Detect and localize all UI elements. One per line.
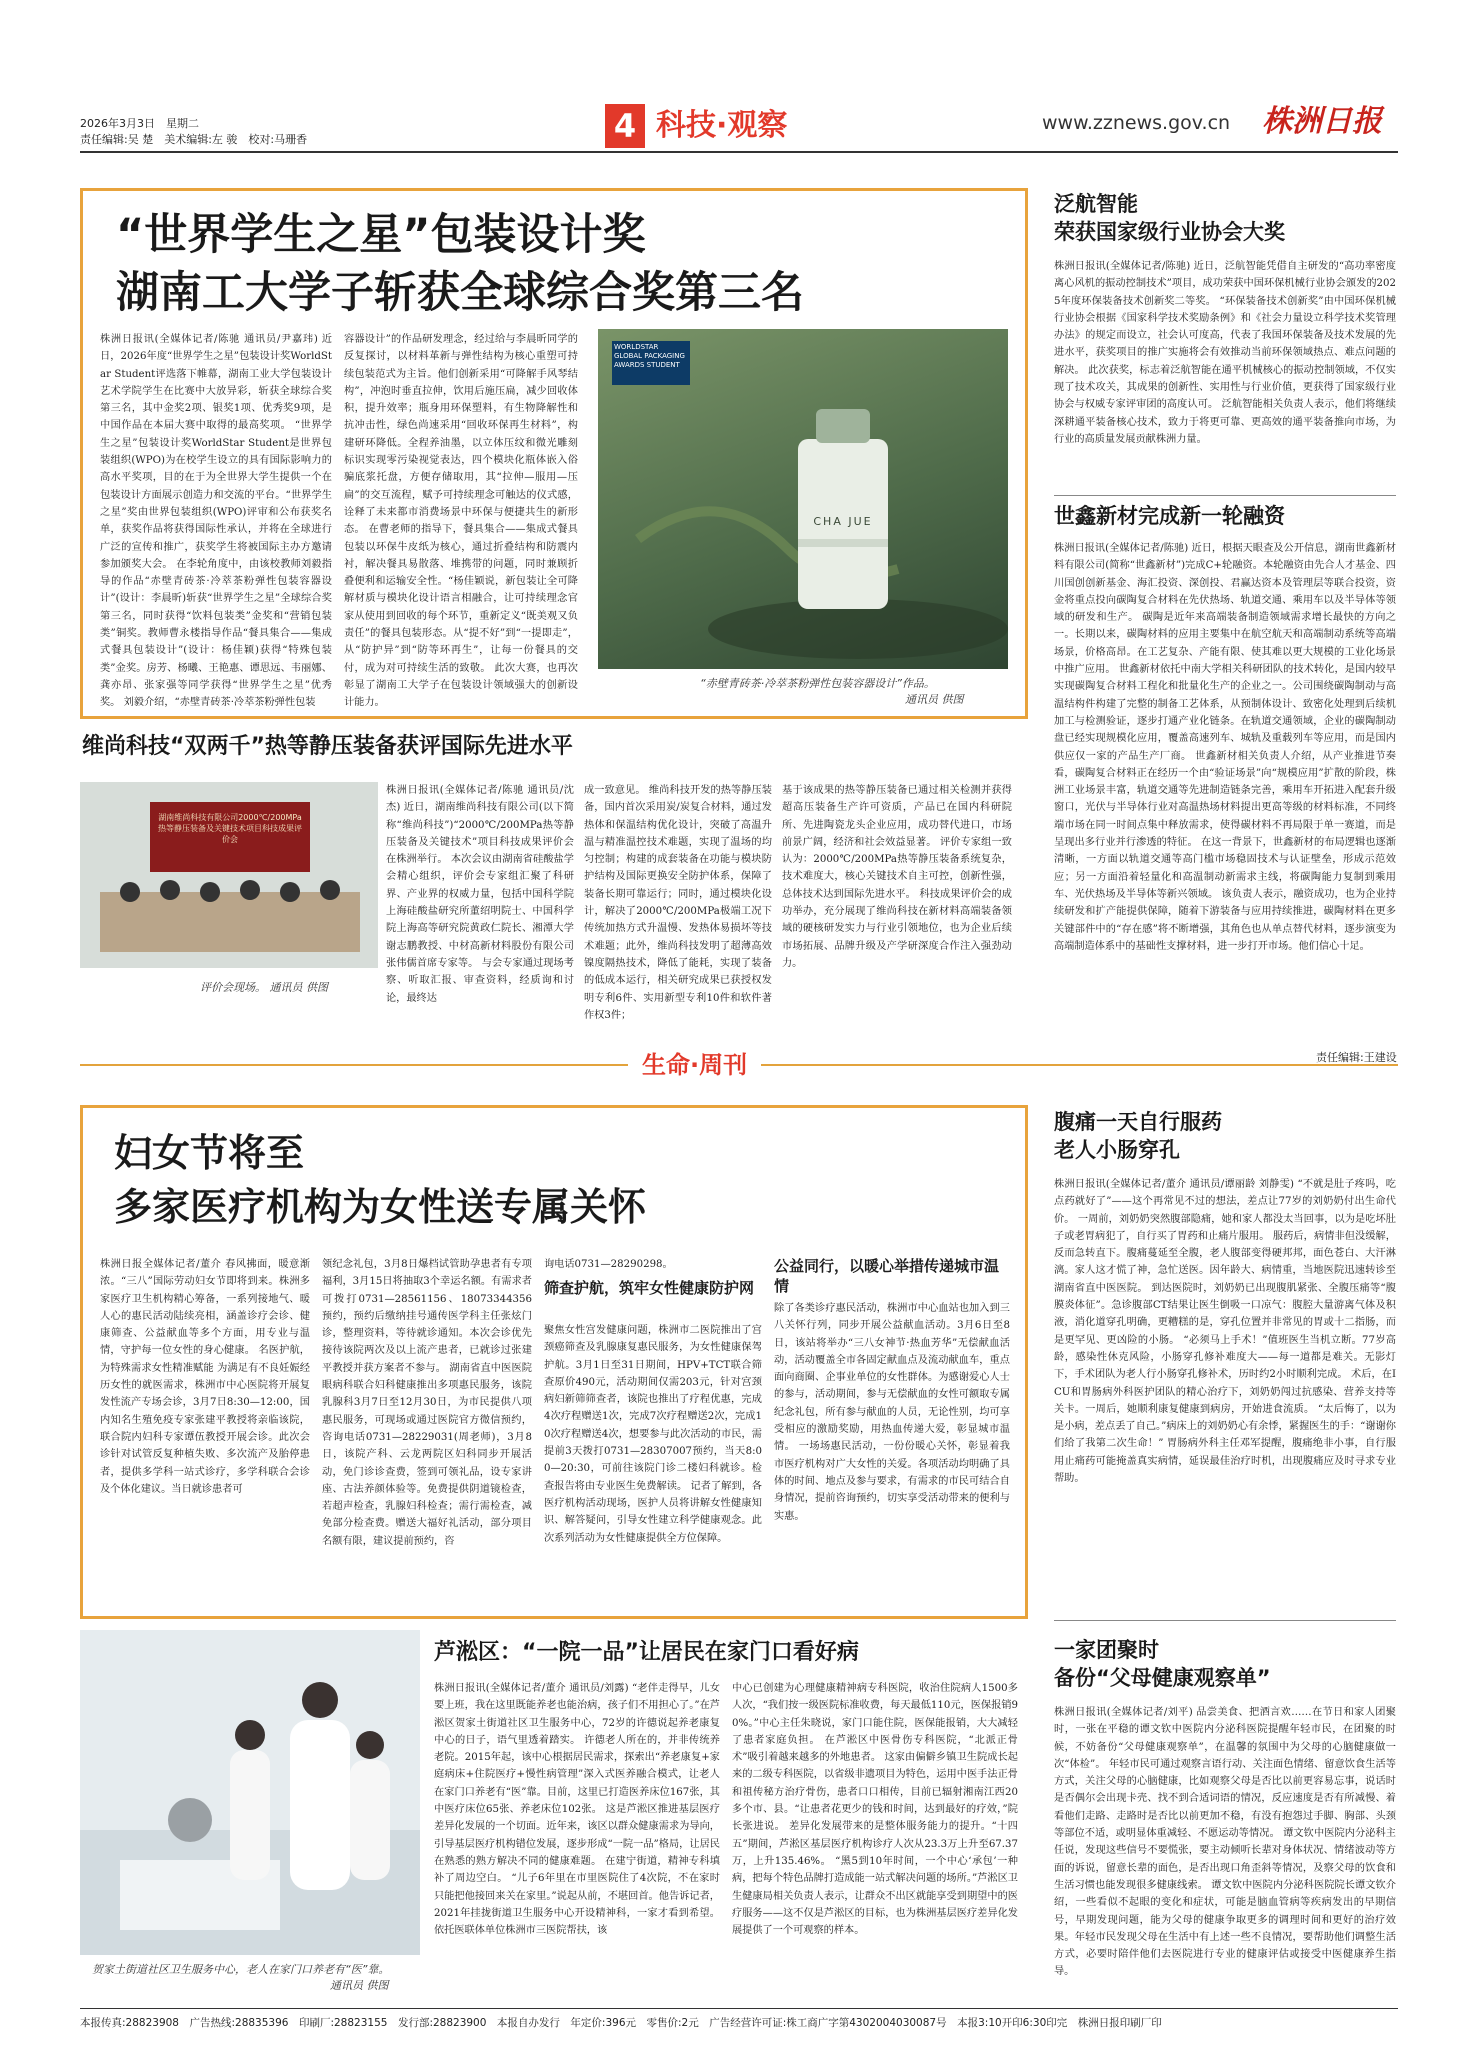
meeting-room-illustration bbox=[80, 782, 378, 968]
page-number: 4 bbox=[605, 104, 645, 148]
bottle-label: CHA JUE bbox=[813, 515, 873, 528]
article-body-col: 容器设计”的作品研发理念，经过给与李晨昕同学的反复探讨，以材料革新与弹性结构为核心重塑可持续包装范式为主旨。他们创新采用“可降解手风琴结构”，冲泡时垂直拉伸，饮用后施压扁，减少回收体积，提升效率；瓶身用环保塑料，有生物降解性和抗冲击性，绿色尚速采用“回收环保再生材料”，构建研环降低。全程养油墨，以立体压纹和微光雕刻标识实现零污染视觉表达，四个模块化瓶体嵌入俗骗底浆托盘，方便存储取用，其“拉伸—服用—压扁”的交互流程，赋予可持续理念可触达的仪式感，诠释了未来都市消费场景中环保与便捷共生的新形态。 在曹老师的指导下，餐具集合——集成式餐具包装以环保牛皮纸为核心，通过折叠结构和防震内衬，解决餐具易散落、堆携带的问题，同时兼顾折叠便利和运输安全性。“杨佳颖说，新包装让全可降解材质与模块化设计语言相融合，让可持续理念官家从使用到回收的每个环节，重新定义“既美观又负责任”的餐具包装形态。从“提不好”到“一提即走”，从“防护异”到“防等环再生”，让每一份餐具的交付，成为对可持续生活的致敬。 此次大赛，也再次彰显了湖南工大学子在包装设计领域强大的创新设计能力。 bbox=[344, 334, 578, 709]
sidebar-headline-2: 荣获国家级行业协会大奖 bbox=[1054, 220, 1285, 244]
sidebar-headline: 世鑫新材完成新一轮融资 bbox=[1054, 504, 1285, 528]
article-headline: 芦淞区：“一院一品”让居民在家门口看好病 bbox=[434, 1640, 859, 1665]
sidebar-body: 株洲日报讯(全媒体记者/陈驰) 近日，根据天眼查及公开信息，湖南世鑫新材料有限公司(简称“世鑫新材”)完成C+轮融资。本轮融资由先合人才基金、四川国创创新基金、海汇投资、深创投、君赢达资本及管理层等联合投资，资金将重点投向碳陶复合材料在先伏热场、轨道交通、乘用车以及半导体等领域的研发和生产。 碳陶是近年来高端装备制造领域需求增长最快的方向之一。长期以来，碳陶材料的应用主要集中在航空航天和高端制动系统等高端场景，价格高昂。在工艺复杂、产能有限、使其难以更大规模的工业化场景中推广应用。 世鑫新材依托中南大学相关科研团队的技术转化，是国内较早实现碳陶复合材料工程化和批量化生产的企业之一。公司围绕碳陶制动与高温结构件构建了完整的制备工艺体系，从预制体设计、致密化处理到后续机加工与检测验证，逐步打通产业化链条。在轨道交通领域，企业的碳陶制动盘已经实现规模化应用，覆盖高速列车、城轨及重载列车等应用，而是国内供应仅一家的产品生产厂商。 世鑫新材相关负责人介绍，从产业推进节奏看，碳陶复合材料正在经历一个由“验证场景”向“规模应用”扩散的阶段，株洲工业场景丰富，轨道交通等先进制造链条完善，乘用车开拓进入配套升级窗口，光伏与半导体行业对高温热场材料提出更高等级的材料标准，不同终端市场在同一时间点集中释放需求，使得碳材料不再局限于单一赛道，而是呈现出多行业并行渗透的特征。 在这一背景下，世鑫新材的布局逻辑也逐渐清晰，一方面以轨道交通等高门槛市场稳固技术与认证壁垒，形成示范效应；另一方面沿着轻量化和高温制动新需求主线，将碳陶能力复制到乘用车、光伏热场及半导体等新兴领域。 该负责人表示，融资成功，也为企业持续研发和扩产能提供保障，随着下游装备与应用持续推进，碳陶材料在更多关键部件中的“存在感”将不断增强，其角色也从单点替代材料，逐步演变为高端制造体系中的基础性支撑材料，进一步打开市场。他们信心十足。 bbox=[1054, 543, 1396, 952]
section-label: 生命·周刊 bbox=[628, 1048, 761, 1082]
section-editor: 责任编辑:王建设 bbox=[1316, 1051, 1397, 1064]
article-body-col: 除了各类诊疗惠民活动，株洲市中心血站也加入到三八关怀行列，同步开展公益献血活动。3月6日至8日，该站将举办“三八女神节·热血芳华”无偿献血活动，活动覆盖全市各固定献血点及流动献血车，重点面向商圈、企事业单位的女性群体。为感谢爱心人士的参与，活动期间，参与无偿献血的女性可额取专属纪念礼包，所有参与献血的人员，无论性别，均可享受相应的激励奖励，用热血传递大爱，彰显城市温情。 一场场惠民活动，一份份暖心关怀，彰显着我市医疗机构对广大女性的关爱。各项活动均明确了具体的时间、地点及参与要求，有需求的市民可结合自身情况，提前咨询预约，切实享受活动带来的便利与实惠。 bbox=[774, 1303, 1010, 1522]
article-body-col: 中心已创建为心理健康精神病专科医院，收治住院病人1500多人次，“我们按一级医院标准收费，每天最低110元，医保报销90%。”中心主任朱晓说，家门口能住院，医保能报销，大大减轻了患者家庭负担。 在芦淞区中医骨伤专科医院，“北派正骨术”吸引着越来越多的外地患者。 这家由偏僻乡镇卫生院成长起来的二级专科医院，以省级非遗项目为特色，运用中医手法正骨和祖传秘方治疗骨伤，患者口口相传，目前已辐射湘南江西20多个市、县。“让患者花更少的钱和时间，达到最好的疗效，”院长张进说。 差异化发展带来的是整体服务能力的提升。“十四五”期间，芦淞区基层医疗机构诊疗人次从23.3万上升至67.37万，上升135.46%。 “黑5到10年时间，一个中心‘承包’一种病，把每个特色品牌打造成能一站式解决问题的场所。”芦淞区卫生健康局相关负责人表示，让群众不出区就能享受到期望中的医疗服务——这不仅是芦淞区的目标，也为株洲基层医疗差异化发展提供了一个可观察的样本。 bbox=[732, 1683, 1018, 1937]
footer-info: 本报传真:28823908 广告热线:28835396 印刷厂:28823155 发行部:28823900 本报自办发行 年定价:396元 零售价:2元 广告经营许可证:株工商广字第4302004030087号 本报3:10开印6:30印完 株洲日报印刷厂印 bbox=[80, 2017, 1162, 2029]
award-badge: WORLDSTAR GLOBAL PACKAGING AWARDS STUDENT bbox=[612, 341, 690, 385]
article-body-col: 领纪念礼包，3月8日爆档试管助孕患者有专项福利，3月15日将抽取3个幸运名额。有需求者可拨打0731—28561156、18073344356预约，预约后缴纳挂号通传医学科主任张炫门诊，整理资料，等待就诊通知。本次会诊优先接待该院两次及以上流产患者，已就诊过张建平教授并获方案者不参与。 湖南省直中医医院眼病科联合妇科健康推出多项惠民服务，该院乳腺科3月7日至12月30日，为市民提供八项惠民服务，可现场或通过医院官方微信预约，咨询电话0731—28229031(周老师)，3月8日，该院产科、云龙两院区妇科同步开展活动，免门诊诊查费，签到可领礼品，设专家讲座、古法养颜体验等。免费提供阴道镜检查，若超声检查，乳腺妇科检查；需行需检查，减免部分检查费。赠送大福好礼活动，部分项目名额有限，建议提前预约，咨 bbox=[322, 1259, 532, 1547]
photo-credit: 通讯员 供图 bbox=[905, 693, 964, 706]
meeting-photo bbox=[80, 782, 378, 968]
photo-caption: 贺家土街道社区卫生服务中心，老人在家门口养老有“医”靠。 bbox=[92, 1963, 390, 1976]
header-rule bbox=[80, 151, 1398, 153]
article-subheading: 筛查护航，筑牢女性健康防护网 bbox=[544, 1279, 755, 1297]
headline-line-2: 湖南工大学子斩获全球综合奖第三名 bbox=[116, 268, 804, 318]
sidebar-body: 株洲日报讯(全媒体记者/董介 通讯员/谭丽龄 刘静雯) “不就是肚子疼吗，吃点药就好了”——这个再常见不过的想法，差点让77岁的刘奶奶付出生命代价。 一周前，刘奶奶突然腹部隐痛，她和家人都没太当回事，以为是吃坏肚子或老胃病犯了，自行买了胃药和止痛片服用。 服药后，病情非但没缓解，反而急转直下。腹痛蔓延至全腹，老人腹部变得硬邦邦，面色苍白、大汗淋漓。家人这才慌了神，急忙送医。因年龄大、病情重，当地医院迅速转诊至湖南省直中医医院。 到达医院时，刘奶奶已出现腹肌紧张、全腹压痛等“腹膜炎体征”。急诊腹部CT结果让医生倒吸一口凉气：腹腔大量游离气体及积液，消化道穿孔明确，更糟糕的是，穿孔位置并非常见的胃或十二指肠，而是更罕见、更凶险的小肠。 “必须马上手术！”值班医生当机立断。77岁高龄，感染性休克风险，小肠穿孔修补难度大——每一道都是难关。无影灯下，手术团队为老人行小肠穿孔修补术，历时约2小时顺利完成。 术后，在ICU和胃肠病外科医护团队的精心治疗下，刘奶奶闯过抗感染、营养支持等关卡。一周后，她顺利康复健康到病房，开始进食流质。 “太后悔了，以为是小病，差点丢了自己。”病床上的刘奶奶心有余悸，紧握医生的手：“谢谢你们给了我第二次生命！” 胃肠病外科主任邓军提醒，腹痛绝非小事，自行服用止痛药可能掩盖真实病情，延误最佳治疗时机，出现腹痛应及时寻求专业帮助。 bbox=[1054, 1179, 1396, 1485]
product-photo bbox=[598, 329, 1008, 669]
sidebar-body: 株洲日报讯(全媒体记者/陈驰) 近日，泛航智能凭借自主研发的“高功率密度离心风机的振动控制技术”项目，成功荣获中国环保机械行业协会颁发的2025年度环保装备技术创新奖二等奖。 “环保装备技术创新奖”由中国环保机械行业协会根据《国家科学技术奖励条例》和《社会力量设立科学技术奖管理办法》的规定而设立，社会认可度高，代表了我国环保装备及技术发展的先进水平，获奖项目的推广实施将会有效推动当前环保领域热点、难点问题的解决。 此次获奖，标志着泛航智能在通平机械核心的振动控制领域，不仅实现了技术攻关，其成果的创新性、实用性与行业价值，更获得了国家级行业协会与权威专家评审团的高度认可。 泛航智能相关负责人表示，他们将继续深耕通平装备核心技术，致力于将更可靠、更高效的通平装备推向市场，为行业的高质量发展贡献株洲力量。 bbox=[1054, 261, 1396, 445]
footer-rule bbox=[80, 2008, 1398, 2009]
headline-line-1: “世界学生之星”包装设计奖 bbox=[116, 210, 646, 260]
clinic-photo bbox=[80, 1630, 420, 1955]
masthead-logo: 株洲日报 bbox=[1262, 104, 1382, 139]
headline-line-2: 多家医疗机构为女性送专属关怀 bbox=[114, 1185, 647, 1229]
sidebar-headline-1: 腹痛一天自行服药 bbox=[1054, 1110, 1222, 1134]
doctors-with-patient-illustration bbox=[80, 1630, 420, 1955]
article-body-col: 聚焦女性宫发健康问题，株洲市二医院推出了宫颈癌筛查及乳腺康复惠民服务，为女性健康保驾护航。3月1日至31日期间，HPV+TCT联合筛查原价490元，活动期间仅需203元，针对宫颈病妇新筛筛查者，该院也推出了疗程优惠，完成4次疗程赠送1次，完成7次疗程赠送2次，完成10次疗程赠送4次，想要参与此次活动的市民，需提前3天拨打0731—28307007预约，当天8:00—20:30，可前往该院门诊二楼妇科就诊。检查报告将由专业医生免费解读。 记者了解到，各医疗机构活动现场，医护人员将讲解女性健康知识、解答疑问，引导女性建立科学健康观念。此次系列活动为女性健康提供全方位保障。 bbox=[544, 1325, 762, 1544]
article-body-col: 株洲日报全媒体记者/董介 春风拂面，暖意渐浓。“三八”国际劳动妇女节即将到来。株洲多家医疗卫生机构精心筹备，一系列接地气、暖人心的惠民活动陆续亮相，涵盖诊疗会诊、健康筛查、公益献血等多个方面，用专业与温情，守护每一位女性的身心健康。 名医护航，为特殊需求女性精准赋能 为满足有不良妊娠经历女性的就医需求，株洲市中心医院将开展复发性流产专场会诊，3月7日8:30—12:00，国内知名生殖免疫专家张建平教授将亲临该院，联合院内妇科专家谭伍教授开展会诊。此次会诊针对试管反复种植失败、多次流产及胎停患者，提供多学科一站式诊疗，多学科联合会诊及个体化建议。当日就诊患者可 bbox=[100, 1259, 310, 1495]
issue-date: 2026年3月3日 星期二 bbox=[80, 117, 199, 130]
site-url: www.zznews.gov.cn bbox=[1042, 112, 1231, 134]
sidebar-headline-2: 老人小肠穿孔 bbox=[1054, 1138, 1180, 1162]
screen-text: 湖南维尚科技有限公司2000℃/200MPa热等静压装备及关键技术项目科技成果评价会 bbox=[158, 813, 302, 844]
sidebar-divider bbox=[1054, 495, 1396, 496]
sidebar-divider bbox=[1054, 1620, 1396, 1621]
sidebar-headline-1: 一家团聚时 bbox=[1054, 1638, 1159, 1662]
headline-line-1: 妇女节将至 bbox=[114, 1131, 305, 1175]
article-body-col: 基于该成果的热等静压装备已通过相关检测并获得超高压装备生产许可资质，产品已在国内科研院所、先进陶瓷龙头企业应用，成功替代进口，市场前景广阔，经济和社会效益显著。 评价专家组一致认为：2000℃/200MPa热等静压装备系统复杂，技术难度大，核心关键技术自主可控，创新性强，总体技术达到国际先进水平。 科技成果评价会的成功举办，充分展现了维尚科技在新材料高端装备领域的硬核研发实力与行业引领地位，也为企业后续市场拓展、品牌升级及产学研深度合作注入强劲动力。 bbox=[782, 785, 1012, 969]
photo-caption: “赤壁青砖茶·冷萃茶粉弹性包装容器设计”作品。 bbox=[700, 677, 935, 690]
sidebar-headline-2: 备份“父母健康观察单” bbox=[1054, 1666, 1271, 1690]
article-body-col: 成一致意见。 维尚科技开发的热等静压装备，国内首次采用炭/炭复合材料，通过发热体和保温结构优化设计，突破了高温升温与精准温控技术难题，实现了温场的均匀控制；构建的成套装备在功能与模块防护结构及国际更换安全防护体系，保障了装备长期可靠运行；同时，通过模块化设计，解决了2000℃/200MPa极端工况下传统加热方式升温慢、发热体易损坏等技术难题；此外，维尚科技发明了超薄高效镍度隔热技术，降低了能耗，实现了装备的低成本运行，相关研究成果已获授权发明专利6件、实用新型专利10件和软件著作权3件； bbox=[584, 785, 772, 1021]
article-subheading: 公益同行，以暖心举措传递城市温情 bbox=[774, 1257, 1000, 1295]
article-body-col: 询电话0731—28290298。 bbox=[544, 1259, 673, 1270]
section-title: 科技·观察 bbox=[656, 108, 788, 143]
article-headline: 维尚科技“双两千”热等静压装备获评国际先进水平 bbox=[82, 734, 573, 759]
article-body-col: 株洲日报讯(全媒体记者/董介 通讯员/刘露) “老伴走得早，儿女要上班，我在这里既能养老也能治病，孩子们不用担心了。”在芦淞区贺家土街道社区卫生服务中心，72岁的许德说起养老康复中心的日子，语气里透着踏实。 许德老人所在的，并非传统养老院。2015年起，该中心根据居民需求，探索出“养老康复+家庭病床+住院医疗+慢性病管理”深入式医养融合模式，让老人在家门口养老有“医”靠。目前，这里已打造医养床位167张，其中医疗床位65张、养老床位102张。 这是芦淞区推进基层医疗差异化发展的一个切面。近年来，该区以群众健康需求为导向，引导基层医疗机构错位发展，逐步形成“一院一品”格局，让居民在熟悉的熟方解决不同的健康难题。 在建宁街道，精神专科填补了周边空白。 “儿子6年里在市里医院住了4次院，不在家时只能把他接回来关在家里。”说起从前，不堪回首。他告诉记者，2021年挂拢街道卫生服务中心开设精神科，一家才看到希望。 依托医联体单位株洲市三医院帮扶，该 bbox=[434, 1683, 720, 1937]
article-body-col: 株洲日报讯(全媒体记者/陈驰 通讯员/沈杰) 近日，湖南维尚科技有限公司(以下简称“维尚科技”)“2000℃/200MPa热等静压装备及关键技术”项目科技成果评价会在株洲举行。 本次会议由湖南省硅酸盐学会精心组织，评价会专家组汇聚了科研界、产业界的权威力量，包括中国科学院上海硅酸盐研究所董绍明院士、中国科学院上海高等研究院黄政仁院长、湘潭大学谢志鹏教授、中材高新材料股份有限公司张伟儒首席专家等。 与会专家通过现场考察、听取汇报、审查资料，经质询和讨论，最终达 bbox=[386, 785, 574, 1004]
editor-credits: 责任编辑:吴 楚 美术编辑:左 骏 校对:马珊香 bbox=[80, 133, 308, 146]
photo-caption: 评价会现场。 通讯员 供图 bbox=[200, 981, 328, 994]
photo-credit: 通讯员 供图 bbox=[330, 1979, 389, 1992]
sidebar-headline-1: 泛航智能 bbox=[1054, 192, 1138, 216]
sidebar-body: 株洲日报讯(全媒体记者/刘平) 品尝美食、把酒言欢……在节日和家人团聚时，一张在平稳的谭文钦中医院内分泌科医院提醒年轻市民，在团聚的时候，不妨备份“父母健康观察单”，在温馨的氛围中为父母的心脑健康做一次“体检”。 年轻市民可通过观察言语行动、关注面色情绪、留意饮食生活等方式，关注父母的心脑健康，比如观察父母是否比以前更容易忘事，说话时是否偶尔会出现卡壳、找不到合适词语的情况，反应速度是否有所减慢、着看他们走路、走路时是否比以前更加不稳，有没有抱怨过手脚、胸部、头颈等部位不适，或明显体重减轻、不愿运动等情况。 谭文钦中医院内分泌科主任说，发现这些信号不要慌张，要主动倾听长辈对身体状况、情绪波动等方面的诉说，留意长辈的面色，是否出现口角歪斜等情况，及察父母的饮食和生活习惯也能发现很多健康线索。 谭文钦中医院内分泌科医院院长谭文钦介绍，一些看似不起眼的变化和症状，可能是脑血管病等疾病发出的早期信号，早期发现问题，能为父母的健康争取更多的调理时间和更好的治疗效果。年轻市民发现父母在生活中有上述一些不良情况，要帮助他们调整生活方式，必要时陪伴他们去医院进行专业的健康评估或接受中医健康养生指导。 bbox=[1054, 1707, 1396, 1978]
article-body-col: 株洲日报讯(全媒体记者/陈驰 通讯员/尹嘉玮) 近日，2026年度“世界学生之星”包装设计奖WorldStar Student评选落下帷幕，湖南工业大学包装设计艺术学院学生在比赛中大放异彩，斩获全球综合奖第三名，其中金奖2项、银奖1项、优秀奖9项，是中国作品在本届大赛中取得的最高奖项。 “世界学生之星”包装设计奖WorldStar Student是世界包装组织(WPO)为在校学生设立的具有国际影响力的高水平奖项，目的在于为全世界大学生提供一个在包装设计方面展示创造力和交流的平台。“世界学生之星”奖由世界包装组织(WPO)评审和公布获奖名单，获奖作品将获得国际性承认，并将在全球进行广泛的宣传和推广，获奖学生将被国际主办方邀请参加颁奖大会。 在李轮角度中，由该校教师刘毅指导的作品“赤壁青砖茶·冷萃茶粉弹性包装容器设计”(设计：李晨昕)斩获“世界学生之星”全球综合奖第三名，同时获得“饮料包装类”金奖和“营销包装类”铜奖。教师曹永楼指导作品“餐具集合——集成式餐具包装设计”(设计：杨佳颖)获得“特殊包装类”金奖。房芳、杨曦、王艳惠、谭思远、韦丽娜、龚亦昂、张家强等同学获得“世界学生之星”优秀奖。 刘毅介绍，“赤壁青砖茶·冷萃茶粉弹性包装 bbox=[100, 334, 332, 709]
